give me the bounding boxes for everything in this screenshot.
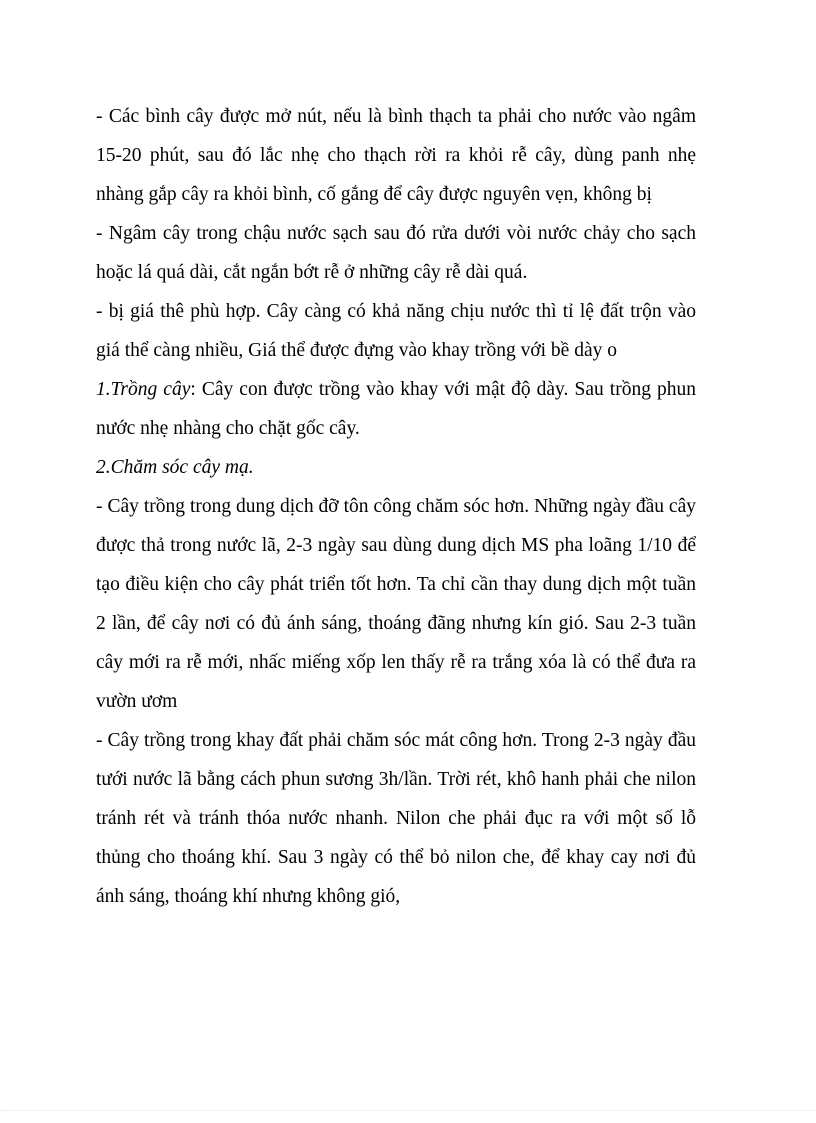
paragraph-wash-plants: - Ngâm cây trong chậu nước sạch sau đó rửa dưới vòi nước chảy cho sạch hoặc lá quá dài, cắt ngắn bớt rễ ở những cây rễ dài quá. (96, 223, 696, 283)
paragraph-open-jars: - Các bình cây được mở nút, nếu là bình thạch ta phải cho nước vào ngâm 15-20 phút, sau đó lắc nhẹ cho thạch rời ra khỏi rễ cây, dùng panh nhẹ nhàng gắp cây ra khỏi bình, cố gắng để cây được nguyên vẹn, không bị (96, 106, 696, 205)
heading-seedling-care: 2.Chăm sóc cây mạ. (96, 457, 254, 478)
paragraph-tray-care: - Cây trồng trong khay đất phải chăm sóc mát công hơn. Trong 2-3 ngày đầu tưới nước lã bằng cách phun sương 3h/lần. Trời rét, khô hanh phải che nilon tránh rét và tránh thóa nước nhanh. Nilon che phải đục ra với một số lỗ thủng cho thoáng khí. Sau 3 ngày có thể bỏ nilon che, để khay cay nơi đủ ánh sáng, thoáng khí nhưng không gió, (96, 730, 696, 907)
planting-text: : Cây con được trồng vào khay với mật độ dày. Sau trồng phun nước nhẹ nhàng cho chặt gốc cây. (96, 379, 697, 439)
paragraph-solution-care: - Cây trồng trong dung dịch đỡ tôn công chăm sóc hơn. Những ngày đầu cây được thả trong nước lã, 2-3 ngày sau dùng dung dịch MS pha loãng 1/10 để tạo điều kiện cho cây phát triển tốt hơn. Ta chỉ cần thay dung dịch một tuần 2 lần, để cây nơi có đủ ánh sáng, thoáng đãng nhưng kín gió. Sau 2-3 tuần cây mới ra rễ mới, nhấc miếng xốp len thấy rễ ra trắng xóa là có thể đưa ra vườn ươm (96, 496, 696, 712)
document-page (96, 97, 696, 916)
page-bottom-border (0, 1110, 816, 1112)
heading-planting: 1.Trồng cây (96, 379, 191, 400)
paragraph-planting (96, 370, 696, 448)
paragraph-substrate: - bị giá thê phù hợp. Cây càng có khả năng chịu nước thì tỉ lệ đất trộn vào giá thể càng nhiều, Giá thể được đựng vào khay trồng với bề dày o (96, 301, 696, 361)
